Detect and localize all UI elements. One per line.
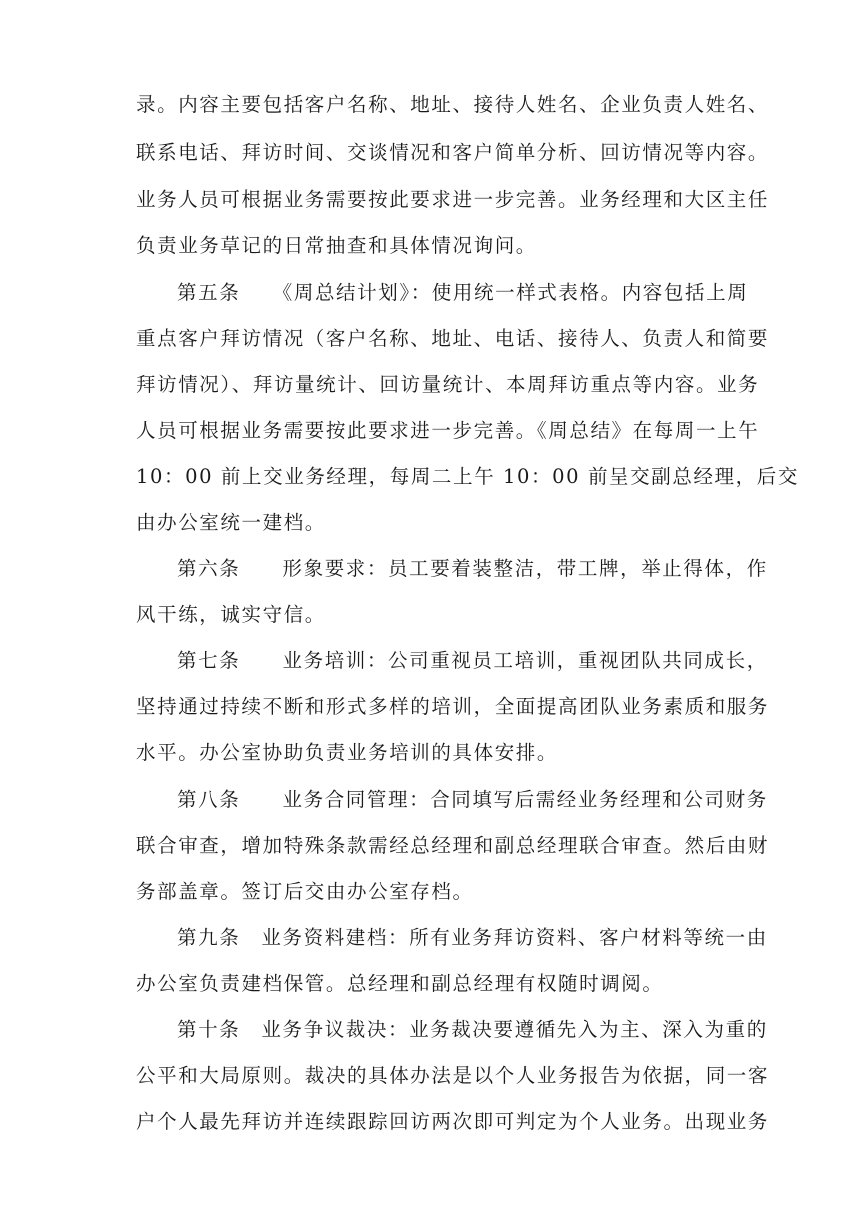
article-8-heading-line: 第八条 业务合同管理：合同填写后需经业务经理和公司财务 xyxy=(177,788,768,811)
text-line: 水平。办公室协助负责业务培训的具体安排。 xyxy=(136,741,559,764)
text-line: 由办公室统一建档。 xyxy=(136,511,326,534)
article-7-heading-line: 第七条 业务培训：公司重视员工培训，重视团队共同成长， xyxy=(177,649,768,672)
text-line: 办公室负责建档保管。总经理和副总经理有权随时调阅。 xyxy=(136,972,664,995)
text-line: 重点客户拜访情况（客户名称、地址、电话、接待人、负责人和简要 xyxy=(136,327,770,350)
text-line: 风干练，诚实守信。 xyxy=(136,603,326,626)
text-line: 联合审查，增加特殊条款需经总经理和副总经理联合审查。然后由财 xyxy=(136,834,770,857)
text-line: 10：00 前上交业务经理，每周二上午 10：00 前呈交副总经理，后交 xyxy=(136,465,799,488)
text-line: 户个人最先拜访并连续跟踪回访两次即可判定为个人业务。出现业务 xyxy=(136,1110,770,1133)
article-9-heading-line: 第九条 业务资料建档：所有业务拜访资料、客户材料等统一由 xyxy=(177,926,768,949)
text-line: 业务人员可根据业务需要按此要求进一步完善。业务经理和大区主任 xyxy=(136,188,770,211)
article-5-heading-line: 第五条 《周总结计划》：使用统一样式表格。内容包括上周 xyxy=(177,281,749,304)
text-line: 联系电话、拜访时间、交谈情况和客户简单分析、回访情况等内容。 xyxy=(136,141,770,164)
text-line: 坚持通过持续不断和形式多样的培训，全面提高团队业务素质和服务 xyxy=(136,695,770,718)
text-line: 录。内容主要包括客户名称、地址、接待人姓名、企业负责人姓名、 xyxy=(136,93,770,116)
text-line: 拜访情况）、拜访量统计、回访量统计、本周拜访重点等内容。业务 xyxy=(136,373,760,396)
text-line: 负责业务草记的日常抽查和具体情况询问。 xyxy=(136,234,537,257)
text-line: 务部盖章。签订后交由办公室存档。 xyxy=(136,880,474,903)
article-6-heading-line: 第六条 形象要求：员工要着装整洁，带工牌，举止得体，作 xyxy=(177,557,768,580)
text-line: 公平和大局原则。裁决的具体办法是以个人业务报告为依据，同一客 xyxy=(136,1064,770,1087)
text-line: 人员可根据业务需要按此要求进一步完善。《周总结》在每周一上午 xyxy=(136,419,760,442)
article-10-heading-line: 第十条 业务争议裁决：业务裁决要遵循先入为主、深入为重的 xyxy=(177,1018,768,1041)
